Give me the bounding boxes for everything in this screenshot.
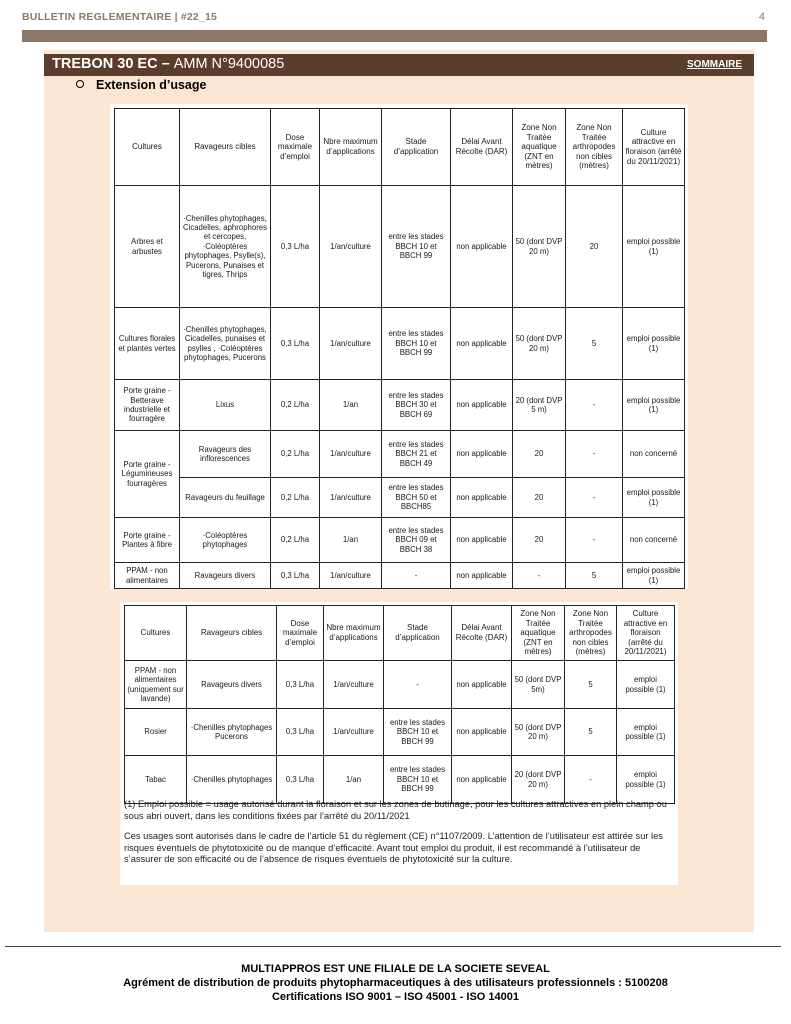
cell-ravageurs: ·Chenilles phytophages Pucerons <box>187 709 277 756</box>
column-header: Cultures <box>125 606 187 661</box>
cell-dose: 0,3 L/ha <box>271 308 320 380</box>
cell-culture: Porte graine - Plantes à fibre <box>115 518 180 563</box>
column-header: Culture attractive en floraison (arrêté du 20/11/2021) <box>617 606 675 661</box>
cell-culture-attractive: emploi possible (1) <box>623 563 685 589</box>
bullet-circle-icon <box>76 80 84 88</box>
cell-znt-aquatique: 20 (dont DVP 20 m) <box>512 756 565 804</box>
table-row <box>125 709 675 756</box>
table-notes <box>124 799 674 866</box>
table-row <box>125 756 675 804</box>
cell-culture-attractive: emploi possible (1) <box>623 478 685 518</box>
cell-znt-arthropodes: 5 <box>565 661 617 709</box>
cell-znt-arthropodes: - <box>566 431 623 478</box>
cell-dose: 0,3 L/ha <box>277 756 324 804</box>
section-heading: Extension d’usage <box>76 78 206 92</box>
cell-znt-arthropodes: - <box>566 518 623 563</box>
cell-dar: non applicable <box>451 478 513 518</box>
cell-nbre: 1/an/culture <box>320 563 382 589</box>
cell-nbre: 1/an/culture <box>320 478 382 518</box>
cell-culture-attractive: non concerné <box>623 431 685 478</box>
cell-znt-arthropodes: 5 <box>565 709 617 756</box>
cell-stade: entre les stades BBCH 10 et BBCH 99 <box>384 756 452 804</box>
cell-dose: 0,2 L/ha <box>271 518 320 563</box>
table-header-row <box>125 606 675 661</box>
cell-dose: 0,2 L/ha <box>271 431 320 478</box>
cell-dar: non applicable <box>452 709 512 756</box>
cell-stade: entre les stades BBCH 21 et BBCH 49 <box>382 431 451 478</box>
cell-znt-aquatique: 50 (dont DVP 20 m) <box>513 308 566 380</box>
cell-ravageurs: Ravageurs divers <box>180 563 271 589</box>
column-header: Nbre maximum d’applications <box>324 606 384 661</box>
header-bar <box>22 30 767 42</box>
cell-znt-arthropodes: - <box>565 756 617 804</box>
cell-nbre: 1/an/culture <box>320 431 382 478</box>
cell-dose: 0,3 L/ha <box>277 661 324 709</box>
product-title-bar <box>44 54 754 76</box>
column-header: Zone Non Traitée arthropodes non cibles (mètres) <box>565 606 617 661</box>
column-header: Délai Avant Récolte (DAR) <box>452 606 512 661</box>
cell-ravageurs: ·Coléoptères phytophages <box>180 518 271 563</box>
cell-culture-attractive: emploi possible (1) <box>623 186 685 308</box>
column-header: Zone Non Traitée arthropodes non cibles (mètres) <box>566 109 623 186</box>
cell-culture: PPAM - non alimentaires <box>115 563 180 589</box>
cell-nbre: 1/an <box>320 518 382 563</box>
cell-dar: non applicable <box>452 661 512 709</box>
cell-znt-arthropodes: 5 <box>566 308 623 380</box>
column-header: Stade d’application <box>382 109 451 186</box>
cell-dar: non applicable <box>451 563 513 589</box>
column-header: Culture attractive en floraison (arrêté du 20/11/2021) <box>623 109 685 186</box>
table-row <box>115 308 685 380</box>
cell-stade: entre les stades BBCH 10 et BBCH 99 <box>384 709 452 756</box>
cell-stade: entre les stades BBCH 10 et BBCH 99 <box>382 308 451 380</box>
cell-dose: 0,2 L/ha <box>271 478 320 518</box>
cell-dar: non applicable <box>452 756 512 804</box>
column-header: Nbre maximum d’applications <box>320 109 382 186</box>
cell-dar: non applicable <box>451 380 513 431</box>
cell-znt-aquatique: 20 <box>513 431 566 478</box>
cell-culture: Arbres et arbustes <box>115 186 180 308</box>
footer-line-1: MULTIAPPROS EST UNE FILIALE DE LA SOCIETE SEVEAL <box>241 963 550 975</box>
usage-table-2 <box>124 605 675 804</box>
cell-ravageurs: Ravageurs du feuillage <box>180 478 271 518</box>
cell-dar: non applicable <box>451 518 513 563</box>
cell-znt-arthropodes: - <box>566 478 623 518</box>
table-row <box>115 478 685 518</box>
cell-nbre: 1/an/culture <box>324 709 384 756</box>
table-header-row <box>115 109 685 186</box>
cell-ravageurs: ·Chenilles phytophages, Cicadelles, punaises et psylles , ·Coléoptères phytophages, Pucerons <box>180 308 271 380</box>
column-header: Zone Non Traitée aquatique (ZNT en mètres) <box>513 109 566 186</box>
cell-stade: entre les stades BBCH 10 et BBCH 99 <box>382 186 451 308</box>
cell-nbre: 1/an <box>320 380 382 431</box>
cell-znt-aquatique: 20 <box>513 518 566 563</box>
cell-znt-aquatique: - <box>513 563 566 589</box>
cell-ravageurs: Lixus <box>180 380 271 431</box>
cell-dar: non applicable <box>451 186 513 308</box>
table-row <box>115 518 685 563</box>
cell-stade: - <box>382 563 451 589</box>
column-header: Zone Non Traitée aquatique (ZNT en mètres) <box>512 606 565 661</box>
table-row <box>115 186 685 308</box>
column-header: Ravageurs cibles <box>180 109 271 186</box>
cell-ravageurs: ·Chenilles phytophages <box>187 756 277 804</box>
column-header: Cultures <box>115 109 180 186</box>
page-number: 4 <box>758 11 765 23</box>
cell-znt-arthropodes: 5 <box>566 563 623 589</box>
cell-znt-aquatique: 20 (dont DVP 5 m) <box>513 380 566 431</box>
cell-znt-aquatique: 50 (dont DVP 20 m) <box>513 186 566 308</box>
cell-ravageurs: Ravageurs divers <box>187 661 277 709</box>
cell-culture: Porte graine - Légumineuses fourragères <box>115 431 180 518</box>
table-row <box>115 431 685 478</box>
cell-stade: entre les stades BBCH 50 et BBCH85 <box>382 478 451 518</box>
cell-culture-attractive: emploi possible (1) <box>617 661 675 709</box>
cell-culture: Porte graine - Betterave industrielle et fourragère <box>115 380 180 431</box>
cell-dar: non applicable <box>451 431 513 478</box>
cell-culture: PPAM - non alimentaires (uniquement sur lavande) <box>125 661 187 709</box>
cell-dar: non applicable <box>451 308 513 380</box>
cell-nbre: 1/an/culture <box>320 186 382 308</box>
cell-culture-attractive: emploi possible (1) <box>617 709 675 756</box>
cell-stade: - <box>384 661 452 709</box>
table-row <box>115 563 685 589</box>
cell-ravageurs: Ravageurs des inflorescences <box>180 431 271 478</box>
column-header: Dose maximale d’emploi <box>277 606 324 661</box>
column-header: Dose maximale d’emploi <box>271 109 320 186</box>
cell-ravageurs: ·Chenilles phytophages, Cicadelles, aphrophores et cercopes, ·Coléoptères phytophages, Psylle(s), Pucerons, Punaises et tigres, Thrips <box>180 186 271 308</box>
cell-nbre: 1/an/culture <box>324 661 384 709</box>
footer-divider <box>5 946 781 947</box>
footnote: (1) Emploi possible = usage autorisé durant la floraison et sur les zones de butinage, pour les cultures attractives en plein champ ou sous abri ouvert, dans les conditions fixées par l’arrêté du 20/11/2021 <box>124 799 667 821</box>
product-title: TREBON 30 EC – AMM N°9400085 <box>52 56 285 72</box>
cell-znt-aquatique: 50 (dont DVP 5m) <box>512 661 565 709</box>
table-row <box>115 380 685 431</box>
cell-culture: Cultures florales et plantes vertes <box>115 308 180 380</box>
cell-stade: entre les stades BBCH 30 et BBCH 69 <box>382 380 451 431</box>
cell-dose: 0,3 L/ha <box>277 709 324 756</box>
cell-dose: 0,3 L/ha <box>271 563 320 589</box>
cell-culture-attractive: emploi possible (1) <box>623 380 685 431</box>
table-row <box>125 661 675 709</box>
footer-line-3: Certifications ISO 9001 – ISO 45001 - ISO 14001 <box>271 991 520 1003</box>
cell-stade: entre les stades BBCH 09 et BBCH 38 <box>382 518 451 563</box>
cell-culture-attractive: non concerné <box>623 518 685 563</box>
cell-culture: Rosier <box>125 709 187 756</box>
cell-culture-attractive: emploi possible (1) <box>617 756 675 804</box>
column-header: Stade d’application <box>384 606 452 661</box>
usage-paragraph: Ces usages sont autorisés dans le cadre de l’article 51 du règlement (CE) n°1107/2009. L’attention de l’utilisateur est attirée sur les risques éventuels de phytotoxicité ou de manque d’efficacité. Avant tout emploi du produit, il est recommandé à l’utilisateur de s’assurer de son efficacité ou de l’absence de risques éventuels de phytotoxicité sur la culture. <box>124 831 663 865</box>
footer-line-2: Agrément de distribution de produits phytopharmaceutiques à des utilisateurs professionnels : 5100208 <box>123 977 668 989</box>
usage-table-1-sheet <box>110 104 688 589</box>
column-header: Délai Avant Récolte (DAR) <box>451 109 513 186</box>
sommaire-link[interactable]: SOMMAIRE <box>687 59 742 70</box>
cell-znt-aquatique: 20 <box>513 478 566 518</box>
cell-dose: 0,2 L/ha <box>271 380 320 431</box>
cell-znt-arthropodes: 20 <box>566 186 623 308</box>
usage-table-1 <box>114 108 685 589</box>
cell-dose: 0,3 L/ha <box>271 186 320 308</box>
cell-nbre: 1/an <box>324 756 384 804</box>
column-header: Ravageurs cibles <box>187 606 277 661</box>
cell-culture-attractive: emploi possible (1) <box>623 308 685 380</box>
cell-nbre: 1/an/culture <box>320 308 382 380</box>
cell-znt-aquatique: 50 (dont DVP 20 m) <box>512 709 565 756</box>
cell-culture: Tabac <box>125 756 187 804</box>
bulletin-title: BULLETIN REGLEMENTAIRE | #22_15 <box>22 11 218 23</box>
cell-znt-arthropodes: - <box>566 380 623 431</box>
